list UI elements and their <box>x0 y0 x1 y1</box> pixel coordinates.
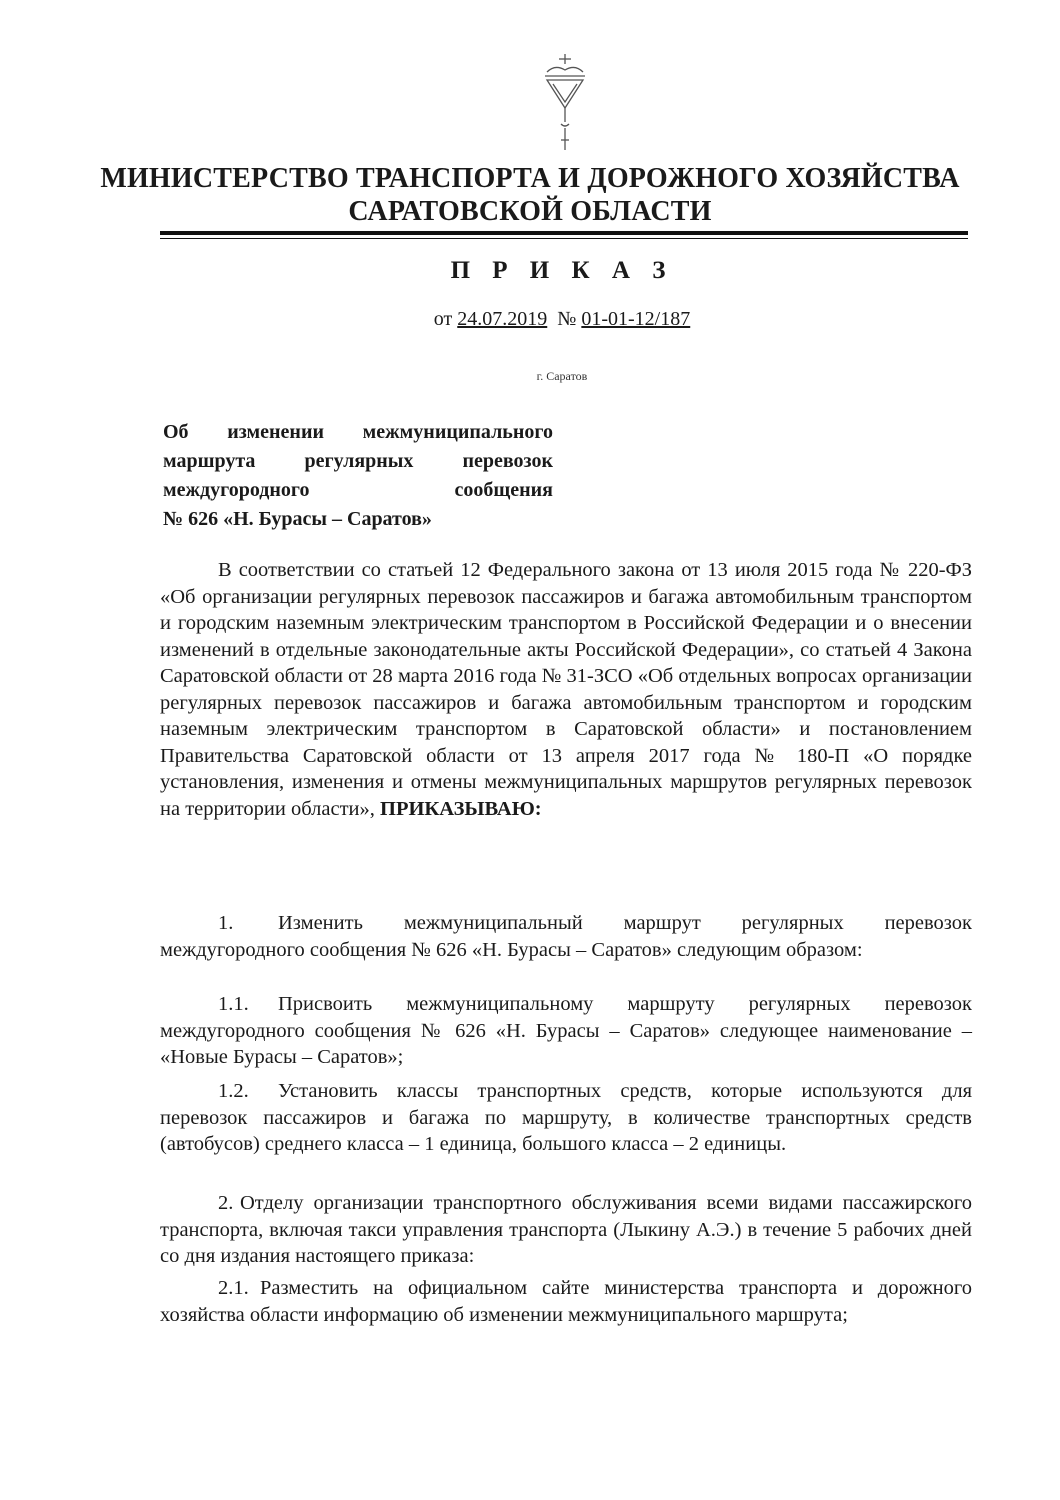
subject-line1: Об изменении межмуниципального <box>163 421 553 443</box>
ministry-name-line2: САРАТОВСКОЙ ОБЛАСТИ <box>348 196 712 227</box>
order-item-1-2 <box>160 1078 972 1158</box>
item-text: Присвоить межмуниципальному маршруту регулярных перевозок междугородного сообщения № 626 «Н. Бурасы – Саратов» следующее наименование – «Новые Бурасы – Саратов»; <box>160 993 972 1068</box>
item-number: 1.2. <box>218 1080 249 1102</box>
order-command: ПРИКАЗЫВАЮ: <box>380 797 542 820</box>
document-type: П Р И К А З <box>450 257 674 284</box>
preamble-paragraph <box>160 557 972 822</box>
order-date-number <box>0 308 1060 331</box>
item-text: Отделу организации транспортного обслуживания всеми видами пассажирского транспорта, включая такси управления транспорта (Лыкину А.Э.) в течение 5 рабочих дней со дня издания настоящего приказа: <box>160 1192 972 1267</box>
order-item-1 <box>160 910 972 963</box>
item-text: Изменить межмуниципальный маршрут регулярных перевозок междугородного сообщения № 626 «Н. Бурасы – Саратов» следующим образом: <box>160 912 972 961</box>
order-city: г. Саратов <box>536 369 588 383</box>
order-item-2-1 <box>160 1275 972 1328</box>
order-date: 24.07.2019 <box>457 308 548 330</box>
header-rule-thick <box>160 231 968 235</box>
item-text: Установить классы транспортных средств, которые используются для перевозок пассажиров и багажа по маршруту, в количестве транспортных средств (автобусов) среднего класса – 1 единица, большого класса – 2 единицы. <box>160 1080 972 1155</box>
item-number: 2. <box>218 1192 234 1214</box>
subject-line3: междугородного сообщения <box>163 479 553 501</box>
date-prefix: от <box>433 308 453 330</box>
order-item-1-1 <box>160 991 972 1071</box>
preamble-text: В соответствии со статьей 12 Федерального закона от 13 июля 2015 года № 220-ФЗ «Об организации регулярных перевозок пассажиров и багажа автомобильным транспортом и городским наземным электрическим транспортом в Российской Федерации и о внесении изменений в отдельные законодательные акты Российской Федерации», со статьей 4 Закона Саратовской области от 28 марта 2016 года № 31-ЗСО «Об отдельных вопросах организации регулярных перевозок пассажиров и багажа автомобильным транспортом и городским наземным электрическим транспортом в Саратовской области» и постановлением Правительства Саратовской области от 13 апреля 2017 года № 180-П «О порядке установления, изменения и отмены межмуниципальных маршрутов регулярных перевозок на территории области», <box>160 559 972 820</box>
item-number: 1.1. <box>218 993 249 1015</box>
order-number: 01-01-12/187 <box>581 308 691 330</box>
coat-of-arms-icon <box>525 50 605 155</box>
item-number: 2.1. <box>218 1277 249 1299</box>
header-rule-thin <box>160 238 968 239</box>
item-text: Разместить на официальном сайте министерства транспорта и дорожного хозяйства области информацию об изменении межмуниципального маршрута; <box>160 1277 972 1326</box>
subject-line4: № 626 «Н. Бурасы – Саратов» <box>163 508 432 530</box>
ministry-name-line1: МИНИСТЕРСТВО ТРАНСПОРТА И ДОРОЖНОГО ХОЗЯЙСТВА <box>100 163 960 194</box>
item-number: 1. <box>218 912 234 934</box>
subject-line2: маршрута регулярных перевозок <box>163 450 553 472</box>
ministry-name <box>0 162 1060 228</box>
number-prefix: № <box>557 308 577 330</box>
order-subject <box>163 418 553 534</box>
order-item-2 <box>160 1190 972 1270</box>
